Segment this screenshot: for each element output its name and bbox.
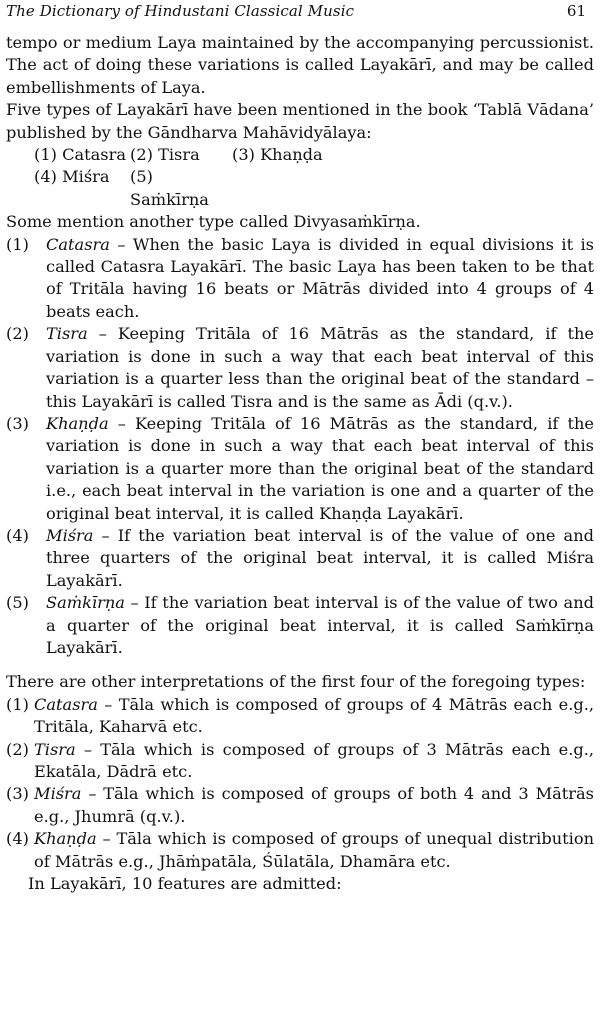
page-number: 61 [566,2,586,20]
interpretation-item [6,694,594,739]
item-text: – Tāla which is composed of groups of both 4 and 3 Mātrās e.g., Jhumrā (q.v.). [34,784,594,826]
item-body [34,694,594,739]
page-body [6,32,594,895]
item-text: – Keeping Tritāla of 16 Mātrās as the standard, if the variation is done in such a way that each beat interval of this variation is a quarter more than the original beat of the standard i.e., each beat interval in the variation is one and a quarter of the original beat interval, it is called Khaṇḍa Layakārī. [46,413,594,523]
item-text: – Keeping Tritāla of 16 Mātrās as the standard, if the variation is done in such a way that each beat interval of this variation is a quarter less than the original beat of the standard – this Layakārī is called Tisra and is the same as Ādi (q.v.). [46,324,594,411]
item-body [34,783,594,828]
item-body [46,323,594,413]
type-item: (5) Saṁkīrṇa [130,167,209,209]
interpretation-item [6,739,594,784]
item-text: – When the basic Laya is divided in equal divisions it is called Catasra Layakārī. The basic Laya has been taken to be that of Tritāla having 16 beats or Mātrās divided into 4 groups of 4 beats each. [46,234,594,321]
type-item: (3) Khaṇḍa [232,145,323,165]
item-term: Khaṇḍa [46,413,109,433]
item-number: (5) [6,593,29,613]
definition-item [6,592,594,659]
item-text: – Tāla which is composed of groups of unequal distribution of Mātrās e.g., Jhāṁpatāla, Śūlatāla, Dhamāra etc. [34,829,594,871]
item-body [34,828,594,873]
closing-line: In Layakārī, 10 features are admitted: [28,874,342,894]
type-item: (2) Tisra [130,145,200,165]
item-term: Catasra [34,694,98,714]
definition-item [6,234,594,324]
item-text: – Tāla which is composed of groups of 4 Mātrās each e.g., Tritāla, Kaharvā etc. [34,694,594,737]
item-body [34,739,594,784]
item-number: (1) [6,694,29,714]
interpretations-list [6,694,594,873]
page-header [6,2,586,26]
definition-item [6,323,594,413]
item-number: (2) [6,739,29,759]
item-term: Catasra [46,234,110,254]
running-title: The Dictionary of Hindustani Classical Music [6,2,355,20]
other-interpretations-intro: There are other interpretations of the first four of the foregoing types: [6,672,586,692]
intro-paragraph-2: Five types of Layakārī have been mentioned in the book ‘Tablā Vādana’ published by the Gāndharva Mahāvidyālaya: [6,100,594,142]
item-number: (3) [6,413,29,433]
item-number: (3) [6,784,29,804]
definitions-list [6,234,594,660]
item-number: (4) [6,829,29,849]
item-term: Miśra [46,525,94,545]
item-body [46,413,594,525]
item-term: Tisra [46,324,88,344]
item-number: (1) [6,234,29,254]
intro-paragraph-1: tempo or medium Laya maintained by the accompanying percussionist. The act of doing these variations is called Layakārī, and may be called embellishments of Laya. [6,33,594,97]
definition-item [6,525,594,592]
item-text: – If the variation beat interval is of the value of one and three quarters of the original beat interval, it is called Miśra Layakārī. [46,525,594,590]
item-body [46,525,594,592]
item-text: – Tāla which is composed of groups of 3 Mātrās each e.g., Ekatāla, Dādrā etc. [34,739,594,781]
type-item: (1) Catasra [34,145,126,165]
item-body [46,234,594,324]
interpretation-item [6,828,594,873]
item-text: – If the variation beat interval is of the value of two and a quarter of the original beat interval, it is called Saṁkīrṇa Layakārī. [46,593,594,657]
definition-item [6,413,594,525]
item-term: Miśra [34,784,82,804]
item-term: Saṁkīrṇa [46,593,125,613]
item-number: (4) [6,525,29,545]
item-body [46,592,594,659]
interpretation-item [6,783,594,828]
type-item: (4) Miśra [34,167,110,187]
item-term: Khaṇḍa [34,829,97,849]
divya-note: Some mention another type called Divyasaṁkīrṇa. [6,212,421,232]
item-term: Tisra [34,739,76,759]
item-number: (2) [6,324,29,344]
layakari-types-list [34,144,594,211]
